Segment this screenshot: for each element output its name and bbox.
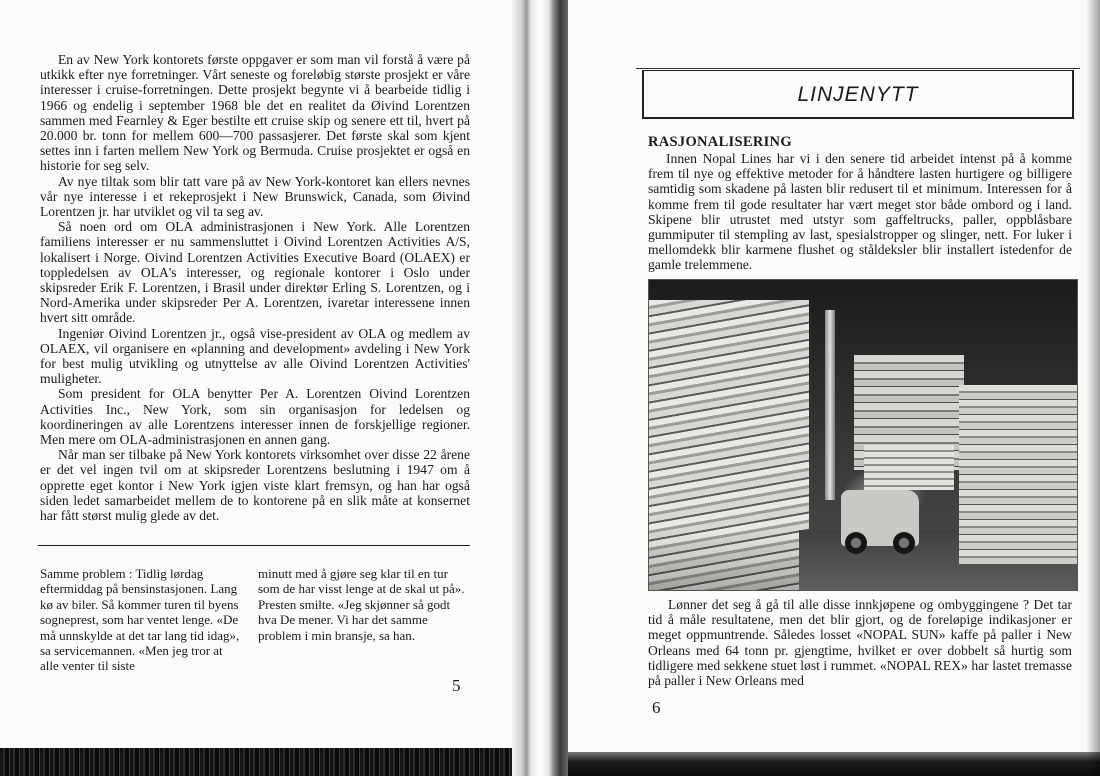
section-header-title: LINJENYTT [797, 83, 919, 106]
section-header-box [642, 70, 1074, 119]
left-paragraph-2: Av nye tiltak som blir tatt vare på av New York-kontoret kan ellers nevnes vår nye interesse i et rekeprosjekt i New Brunswick, Canada, som Øivind Lorentzen jr. har utviklet og vil ta seg av. [40, 173, 470, 220]
right-closing-paragraph: Lønner det seg å gå til alle disse innkjøpene og ombyggingene ? Det tar tid å måle resultatene, men det blir gjort, og de foreløpige indikasjoner er meget oppmuntrende. Således losset «NOPAL SUN» kaffe på paller i New Orleans med 64 tonn pr. gjengtime, hvilket er over dobbelt så hurtig som tidligere med sekkene stuet løst i rummet. «NOPAL REX» har lastet tremasse på paller i New Orleans med [648, 597, 1072, 689]
right-intro-paragraph: Innen Nopal Lines har vi i den senere tid arbeidet intenst på å komme frem til nye og effektive metoder for å håndtere lasten hurtigere og billigere samtidig som skadene på lasten blir redusert til et minimum. Interessen for å komme frem til gode resultater har vært meget stor både ombord og i land. Skipene blir utrustet med utstyr som gaffeltrucks, paller, oppblåsbare gummiputer til stempling av last, spesialstropper og slinger, nett. For luker i mellomdekk blir karmene flushet og ståldeksler blir installert istedenfor de gamle trelemmene. [648, 151, 1072, 273]
book-gutter [512, 0, 568, 776]
forklift-wheel [845, 532, 867, 554]
right-closing-body [648, 597, 1072, 688]
right-page [568, 0, 1100, 776]
anecdote-text-1: Samme problem : Tidlig lørdag eftermiddag på bensinstasjonen. Lang kø av biler. Så kommer turen til byens sogneprest, som har ventet lenge. «De må unnskylde at det tar lang tid idag», sa servicemannen. «Men jeg tror at alle venter til siste [40, 566, 240, 674]
scan-border-bottom-right [568, 752, 1100, 776]
scan-border-bottom [0, 748, 512, 776]
left-paragraph-6: Når man ser tilbake på New York kontorets virksomhet over disse 22 årene er det vel ingen tvil om at skipsreder Lorentzens beslutning i 1947 om å opprette eget kontor i New York igjen viste klart fremsyn, og han har også siden ledet samarbeidet mellem de to kontorene på en slik måte at konsernet har fått størst mulig glede av det. [40, 447, 470, 524]
page-number-right: 6 [652, 698, 661, 717]
scan-edge-shadow [1086, 0, 1100, 776]
anecdote-column-2 [258, 566, 466, 643]
section-divider [38, 545, 470, 546]
lumber-stack-right [959, 385, 1077, 565]
article-heading: RASJONALISERING [648, 134, 792, 150]
anecdote-text-2: minutt med å gjøre seg klar til en tur som de har visst lenge at de skal ut på». Presten smilte. «Jeg skjønner så godt hva De mener. Vi har det samme problem i min bransje, sa han. [258, 566, 465, 643]
anecdote-column-1 [40, 566, 242, 674]
right-intro-body [648, 151, 1072, 273]
left-paragraph-3: Så noen ord om OLA administrasjonen i New York. Alle Lorentzen familiens interesser er nu sammensluttet i Oivind Lorentzen Activities A/S, lokalisert i Norge. Oivind Lorentzen Activities Executive Board (OLAEX) er toppledelsen av OLA's interesser, og regionale kontorer i Oslo under skipsreder Erik F. Lorentzen, i Brasil under direktør Erling S. Lorentzen, og i Nord-Amerika under skipsreder Per A. Lorentzen, ivaretar interessene innen hvert sitt område. [40, 219, 470, 326]
left-paragraph-4: Ingeniør Oivind Lorentzen jr., også vise-president av OLA og medlem av OLAEX, vil organisere en «planning and development» avdeling i New York for best mulig utvikling og utnyttelse av alle Oivind Lorentzen Activities' muligheter. [40, 325, 470, 387]
forklift-wheel [893, 532, 915, 554]
page-number-left: 5 [452, 676, 461, 695]
left-paragraph-5: Som president for OLA benytter Per A. Lorentzen Oivind Lorentzen Activities Inc., New York, som sin organisasjon for ledelsen og koordineringen av alle Lorentzens interesser innen de forskjellige regioner. Men mere om OLA-administrasjonen en annen gang. [40, 386, 470, 448]
lumber-stack-left [649, 300, 809, 590]
lumber-stack-low [864, 445, 954, 490]
left-paragraph-1: En av New York kontorets første oppgaver er som man vil forstå å være på utkikk efter nye forretninger. Vårt seneste og foreløbig største prosjekt er våre interesser i cruise-forretningen. Dette prosjekt begynte vi å bearbeide tidlig i 1966 og endelig i september 1968 ble det en realitet da Øivind Lorentzen sammen med Fearnley & Eger bestilte ett cruise skip og senere ett til, hvert på 20.000 br. tonn for mellem 600—700 passasjerer. Det første skal som kjent settes inn i farten mellem New York og Bermuda. Cruise prosjektet er også en historie for seg selv. [40, 52, 470, 174]
left-page [0, 0, 512, 776]
warehouse-photo [648, 279, 1078, 591]
left-article-body [40, 52, 470, 523]
forklift-mast [825, 310, 835, 500]
